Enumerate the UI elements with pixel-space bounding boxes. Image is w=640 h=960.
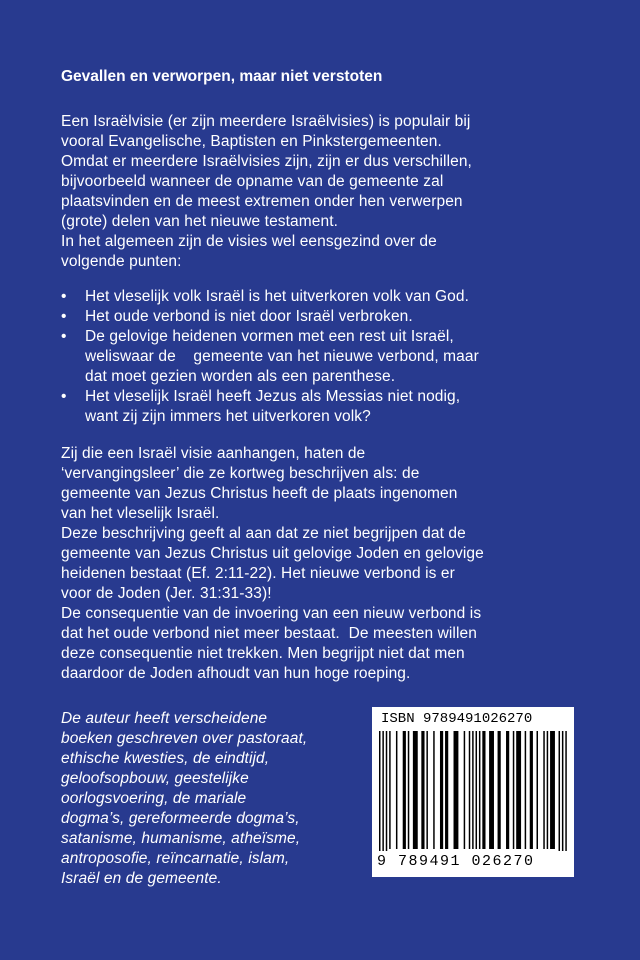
barcode-bar: [389, 731, 390, 849]
body-line: De consequentie van de invoering van een nieuw verbond is: [61, 605, 482, 622]
bullet-line: weliswaar de gemeente van het nieuwe verbond, maar: [85, 348, 479, 365]
body-line: gemeente van Jezus Christus uit gelovige Joden en gelovige: [61, 545, 484, 562]
bullet-item: [61, 307, 631, 327]
barcode-bar: [543, 731, 544, 849]
barcode-bar: [382, 731, 383, 851]
barcode-bar: [565, 731, 566, 851]
barcode-bar: [525, 731, 526, 849]
barcode-bar: [454, 731, 459, 849]
barcode-bar: [489, 731, 494, 849]
body-line: Deze beschrijving geeft al aan dat ze niet begrijpen dat de: [61, 525, 466, 542]
bullet-dot-icon: •: [61, 388, 67, 405]
body-line: deze consequentie niet trekken. Men begrijpt niet dat men: [61, 645, 465, 662]
body-line: Zij die een Israël visie aanhangen, haten de: [61, 445, 366, 462]
author-line: geloofsopbouw, geestelijke: [61, 770, 249, 787]
body-line: ‘vervangingsleer’ die ze kortweg beschrijven als: de: [61, 465, 420, 482]
bullet-line: dat moet gezien worden als een parenthese.: [85, 368, 396, 385]
barcode-bar: [403, 731, 406, 849]
intro-line: (grote) delen van het nieuwe testament.: [61, 213, 339, 230]
bullet-item: [61, 287, 631, 307]
barcode-bar: [506, 731, 509, 849]
bullet-list: [61, 287, 631, 427]
back-cover-title: Gevallen en verworpen, maar niet verstoten: [61, 68, 383, 85]
barcode-bar: [408, 731, 409, 849]
barcode-bar: [386, 731, 387, 851]
author-line: ethische kwesties, de eindtijd,: [61, 750, 270, 767]
barcode-bar: [476, 731, 477, 849]
author-line: dogma’s, gereformeerde dogma’s,: [61, 810, 300, 827]
isbn-barcode: [372, 707, 574, 877]
author-line: De auteur heeft verscheidene: [61, 710, 268, 727]
body-paragraph: [61, 444, 631, 684]
body-line: voor de Joden (Jer. 31:31-33)!: [61, 585, 272, 602]
barcode-bar: [516, 731, 521, 849]
bullet-item: [61, 327, 631, 387]
intro-paragraph: [61, 112, 631, 272]
barcode-bar: [550, 731, 555, 849]
intro-line: Een Israëlvisie (er zijn meerdere Israëlvisies) is populair bij: [61, 113, 471, 130]
isbn-digits: 9 789491 026270: [377, 853, 535, 870]
bullet-dot-icon: •: [61, 328, 67, 345]
intro-line: volgende punten:: [61, 253, 182, 270]
body-line: dat het oude verbond niet meer bestaat. De meesten willen: [61, 625, 477, 642]
barcode-bar: [537, 731, 538, 849]
intro-line: Omdat er meerdere Israëlvisies zijn, zijn er dus verschillen,: [61, 153, 472, 170]
barcode-bar: [433, 731, 434, 849]
barcode-bar: [513, 731, 514, 849]
barcode-bars: [378, 731, 568, 851]
author-line: oorlogsvoering, de mariale: [61, 790, 247, 807]
bullet-line: want zij zijn immers het uitverkoren volk?: [85, 408, 371, 425]
body-line: heidenen bestaat (Ef. 2:11-22). Het nieuwe verbond is er: [61, 565, 455, 582]
barcode-bar: [413, 731, 418, 849]
body-line: gemeente van Jezus Christus heeft de plaats ingenomen: [61, 485, 458, 502]
intro-line: plaatsvinden en de meest extremen onder hen verwerpen: [61, 193, 463, 210]
bullet-line: Het oude verbond is niet door Israël verbroken.: [85, 308, 413, 325]
barcode-bar: [421, 731, 424, 849]
barcode-bar: [479, 731, 480, 849]
barcode-bar: [469, 731, 470, 849]
barcode-bar: [464, 731, 465, 849]
body-line: daardoor de Joden afhoudt van hun hoge roeping.: [61, 665, 411, 682]
barcode-bar: [482, 731, 485, 849]
intro-line: vooral Evangelische, Baptisten en Pinkstergemeenten.: [61, 133, 442, 150]
bullet-line: Het vleselijk volk Israël is het uitverkoren volk van God.: [85, 288, 469, 305]
barcode-bar: [396, 731, 397, 849]
barcode-bar: [530, 731, 533, 849]
barcode-bar: [440, 731, 443, 849]
barcode-bar: [426, 731, 427, 849]
barcode-bar: [562, 731, 563, 851]
barcode-bar: [445, 731, 448, 849]
isbn-label: ISBN 9789491026270: [381, 711, 533, 727]
author-line: boeken geschreven over pastoraat,: [61, 730, 308, 747]
bullet-dot-icon: •: [61, 308, 67, 325]
intro-line: bijvoorbeeld wanneer de opname van de gemeente zal: [61, 173, 444, 190]
author-line: antroposofie, reïncarnatie, islam,: [61, 850, 290, 867]
barcode-bar: [547, 731, 548, 849]
barcode-bar: [379, 731, 380, 851]
bullet-line: De gelovige heidenen vormen met een rest uit Israël,: [85, 328, 454, 345]
barcode-bar: [472, 731, 473, 849]
author-line: Israël en de gemeente.: [61, 870, 222, 887]
body-line: van het vleselijk Israël.: [61, 505, 220, 522]
author-line: satanisme, humanisme, atheïsme,: [61, 830, 301, 847]
barcode-bar: [559, 731, 560, 851]
barcode-bar: [498, 731, 501, 849]
author-note: [61, 709, 361, 889]
intro-line: In het algemeen zijn de visies wel eensgezind over de: [61, 233, 437, 250]
bullet-dot-icon: •: [61, 288, 67, 305]
bullet-item: [61, 387, 631, 427]
bullet-line: Het vleselijk Israël heeft Jezus als Messias niet nodig,: [85, 388, 461, 405]
